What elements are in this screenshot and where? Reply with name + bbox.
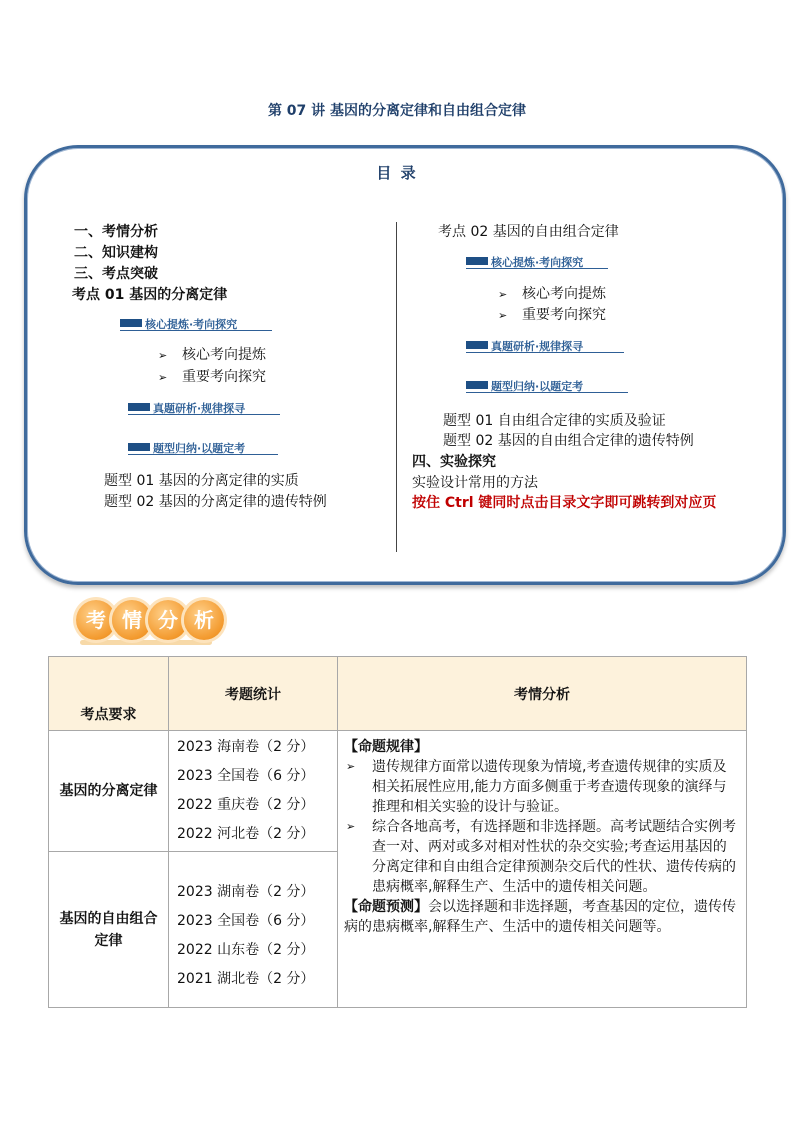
badge-real-right[interactable] [466,338,624,353]
triangle-bullet-icon: ➢ [498,288,508,301]
stat-line: 2021 湖北卷（2 分） [177,970,315,987]
toc-link-type-01-right[interactable]: 题型 01 自由组合定律的实质及验证 [443,413,666,429]
badge-label: 真题研析·规律探寻 [153,402,246,415]
rule-title: 【命题规律】 [344,739,428,755]
badge-label: 题型归纳·以题定考 [153,442,246,455]
toc-heading: 目 录 [376,164,418,182]
toc-link-type-01-left[interactable]: 题型 01 基因的分离定律的实质 [104,473,299,489]
toc-link-kaodian-01[interactable] [72,284,227,304]
document-title: 第 07 讲 基因的分离定律和自由组合定律 [267,103,527,119]
toc-link-section-2[interactable]: 二、知识建构 [74,245,158,261]
item-label: 重要考向探究 [182,369,266,385]
badge-bar-icon [128,403,150,411]
toc-link-core-direction-right[interactable] [498,283,606,303]
ctrl-click-note: 按住 Ctrl 键同时点击目录文字即可跳转到对应页 [412,495,717,511]
analysis-bullet [344,817,740,897]
section-badge-kaoqing [76,600,226,644]
stat-line: 2022 重庆卷（2 分） [177,797,315,813]
badge-core-right[interactable] [466,254,608,269]
triangle-bullet-icon: ➢ [498,309,508,322]
header-stats: 考题统计 [169,657,338,731]
toc-link-section-4[interactable]: 四、实验探究 [412,454,496,470]
analysis-bullet [344,757,740,817]
toc-link-section-1[interactable]: 一、考情分析 [74,224,158,240]
badge-label: 真题研析·规律探寻 [491,340,584,353]
triangle-bullet-icon: ➢ [158,349,168,362]
toc-link-experiment[interactable]: 实验设计常用的方法 [412,475,538,491]
badge-bar-icon [466,341,488,349]
badge-bar-icon [120,319,142,327]
triangle-bullet-icon: ➢ [346,760,356,773]
badge-label: 核心提炼·考向探究 [491,256,584,269]
badge-char: 析 [184,600,224,640]
badge-char: 考 [76,600,116,640]
badge-char: 分 [148,600,188,640]
badge-label: 题型归纳·以题定考 [491,380,584,393]
toc-link-core-direction[interactable] [158,344,266,364]
topic-cell: 基因的分离定律 [49,731,169,852]
toc-link-key-direction[interactable] [158,366,266,386]
forecast-title: 【命题预测】 [344,899,428,915]
badge-bar-icon [128,443,150,451]
triangle-bullet-icon: ➢ [346,820,356,833]
toc-link-section-3[interactable]: 三、考点突破 [74,266,158,282]
forecast-text: 会以选择题和非选择题，考查基因的定位，遗传传病的患病概率,解释生产、生活中的遗传相关问题等。 [344,899,736,935]
badge-type-right[interactable] [466,378,628,393]
item-label: 重要考向探究 [522,307,606,323]
bullet-text: 遗传规律方面常以遗传现象为情境,考查遗传规律的实质及相关拓展性应用,能力方面多侧重于考查遗传现象的演绎与推理和相关实验的设计与验证。 [372,759,727,815]
stat-line: 2023 全国卷（6 分） [177,768,315,784]
table-header-row [49,657,747,731]
header-analysis: 考情分析 [338,657,747,731]
badge-type-left[interactable] [128,440,278,455]
stat-line: 2022 河北卷（2 分） [177,826,315,842]
badge-label: 核心提炼·考向探究 [145,318,238,331]
header-requirement: 考点要求 [49,657,169,731]
topic-cell: 基因的自由组合定律 [49,852,169,1008]
item-label: 核心考向提炼 [182,347,266,363]
badge-real-left[interactable] [128,400,280,415]
badge-bar-icon [466,257,488,265]
stats-cell [169,852,338,1008]
table-row [49,731,747,852]
badge-core-left[interactable] [120,316,272,331]
item-label: 核心考向提炼 [522,286,606,302]
badge-bar-icon [466,381,488,389]
stat-line: 2023 海南卷（2 分） [177,739,315,755]
toc-link-type-02-left[interactable]: 题型 02 基因的分离定律的遗传特例 [104,494,327,510]
badge-char: 情 [112,600,152,640]
exam-analysis-table [48,656,747,1008]
toc-link-key-direction-right[interactable] [498,304,606,324]
kaodian-01-label: 考点 01 基因的分离定律 [72,287,228,303]
stats-cell [169,731,338,852]
toc-divider [396,222,397,552]
stat-line: 2023 全国卷（6 分） [177,912,315,929]
triangle-bullet-icon: ➢ [158,371,168,384]
bullet-text: 综合各地高考，有选择题和非选择题。高考试题结合实例考查一对、两对或多对相对性状的杂交实验;考查运用基因的分离定律和自由组合定律预测杂交后代的性状、遗传传病的患病概率,解释生产、生活中的遗传相关问题。 [372,819,736,895]
stat-line: 2023 湖南卷（2 分） [177,883,315,900]
toc-frame [24,145,786,585]
analysis-cell [338,731,747,1008]
toc-link-type-02-right[interactable]: 题型 02 基因的自由组合定律的遗传特例 [443,433,694,449]
forecast-paragraph [344,897,740,937]
stat-line: 2022 山东卷（2 分） [177,941,315,958]
toc-link-kaodian-02[interactable]: 考点 02 基因的自由组合定律 [438,224,619,240]
